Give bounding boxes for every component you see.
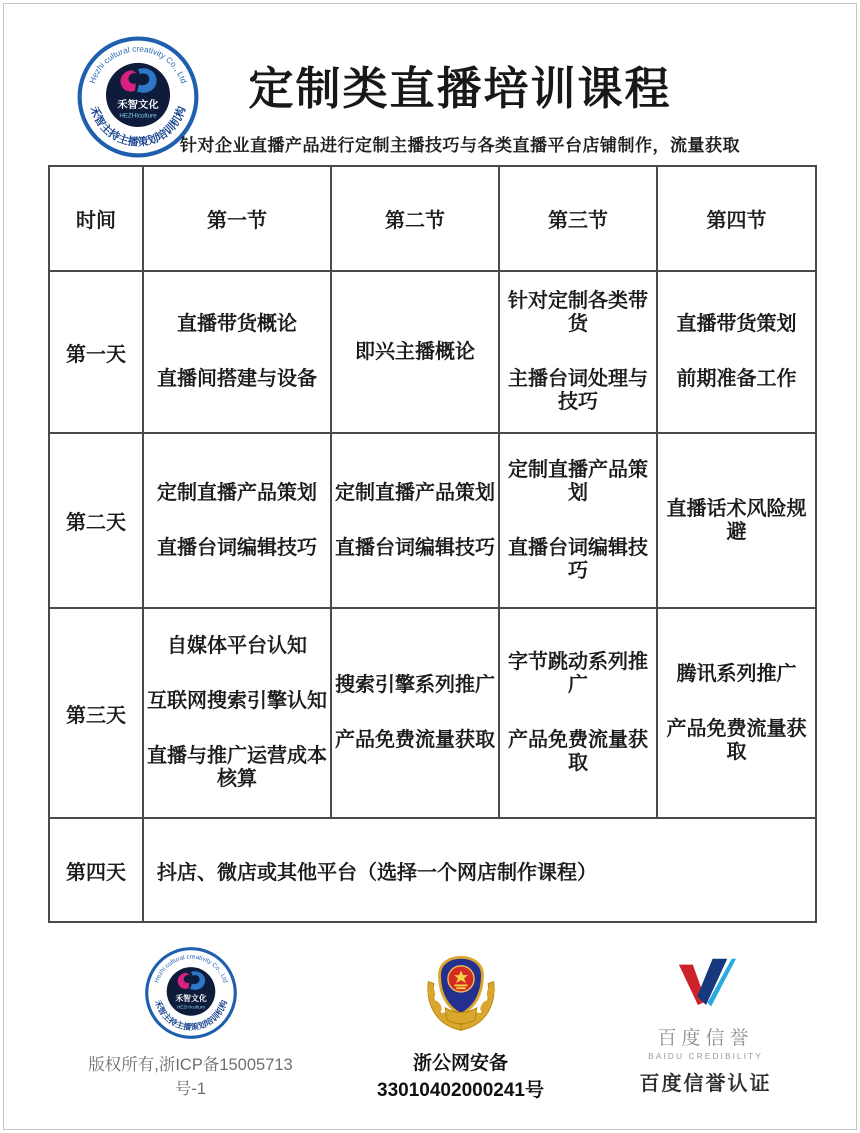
day-label: 第一天 — [49, 271, 143, 433]
day-label: 第三天 — [49, 608, 143, 818]
police-registration-text: 浙公网安备 33010402000241号 — [377, 1053, 544, 1101]
baidu-certification-text: 百度信誉认证 — [639, 1073, 772, 1095]
course-cell — [657, 608, 816, 818]
course-table — [48, 165, 817, 923]
course-line: 直播间搭建与设备 — [157, 368, 317, 390]
header-cell-session1: 第一节 — [143, 166, 331, 271]
hezhi-logo-small-icon — [144, 946, 238, 1040]
day-label: 第二天 — [49, 433, 143, 608]
course-line: 即兴主播概论 — [355, 340, 475, 363]
course-cell — [657, 433, 816, 608]
course-line: 定制直播产品策划 — [335, 481, 495, 504]
course-line: 直播带货策划 — [676, 313, 797, 335]
table-header-row — [49, 166, 816, 271]
header-cell-session4: 第四节 — [657, 166, 816, 271]
course-cell — [143, 608, 331, 818]
course-line: 针对定制各类带货 — [508, 290, 648, 335]
course-cell — [331, 271, 499, 433]
course-line: 直播台词编辑技巧 — [157, 536, 317, 559]
header-cell-session3: 第三节 — [499, 166, 657, 271]
footer-copyright-block — [88, 946, 293, 1099]
baidu-credibility-en: BAIDU CREDIBILITY — [648, 1051, 763, 1061]
course-cell — [143, 433, 331, 608]
course-line: 直播带货概论 — [177, 313, 297, 335]
course-cell — [331, 433, 499, 608]
icp-license-text: 版权所有,浙ICP备15005713号-1 — [88, 1056, 293, 1098]
course-line: 腾讯系列推广 — [676, 662, 797, 685]
header-cell-time: 时间 — [49, 166, 143, 271]
course-line: 字节跳动系列推广 — [508, 651, 648, 696]
course-line: 主播台词处理与技巧 — [508, 368, 648, 413]
baidu-credibility-cn: 百度信誉 — [657, 1028, 754, 1049]
course-cell-merged: 抖店、微店或其他平台（选择一个网店制作课程） — [143, 818, 816, 922]
course-line: 搜索引擎系列推广 — [335, 674, 495, 696]
course-line: 互联网搜索引擎认知 — [147, 690, 327, 712]
baidu-credibility-icon — [673, 956, 739, 1010]
table-row-day1 — [49, 271, 816, 433]
police-badge-icon — [419, 948, 503, 1034]
course-line: 直播台词编辑技巧 — [508, 536, 648, 582]
course-cell — [331, 608, 499, 818]
course-line: 直播台词编辑技巧 — [335, 536, 495, 559]
course-cell — [499, 433, 657, 608]
course-line: 直播话术风险规避 — [666, 497, 807, 543]
course-cell — [143, 271, 331, 433]
day-label: 第四天 — [49, 818, 143, 922]
page-title: 定制类直播培训课程 — [248, 63, 672, 114]
course-line: 定制直播产品策划 — [508, 458, 648, 504]
footer-baidu-block — [623, 956, 788, 1096]
course-line: 产品免费流量获取 — [335, 729, 495, 751]
course-line: 产品免费流量获取 — [508, 729, 648, 774]
course-line: 自媒体平台认知 — [167, 635, 307, 657]
course-cell — [499, 608, 657, 818]
header-cell-session2: 第二节 — [331, 166, 499, 271]
course-cell — [657, 271, 816, 433]
table-row-day3 — [49, 608, 816, 818]
table-row-day2 — [49, 433, 816, 608]
footer-police-block — [348, 948, 573, 1102]
table-row-day4 — [49, 818, 816, 922]
course-cell — [499, 271, 657, 433]
course-line: 前期准备工作 — [676, 368, 797, 390]
course-line: 产品免费流量获取 — [666, 717, 807, 763]
course-line: 定制直播产品策划 — [157, 481, 317, 504]
page-subtitle: 针对企业直播产品进行定制主播技巧与各类直播平台店铺制作，流量获取 — [180, 136, 740, 155]
course-line: 直播与推广运营成本核算 — [147, 745, 327, 790]
